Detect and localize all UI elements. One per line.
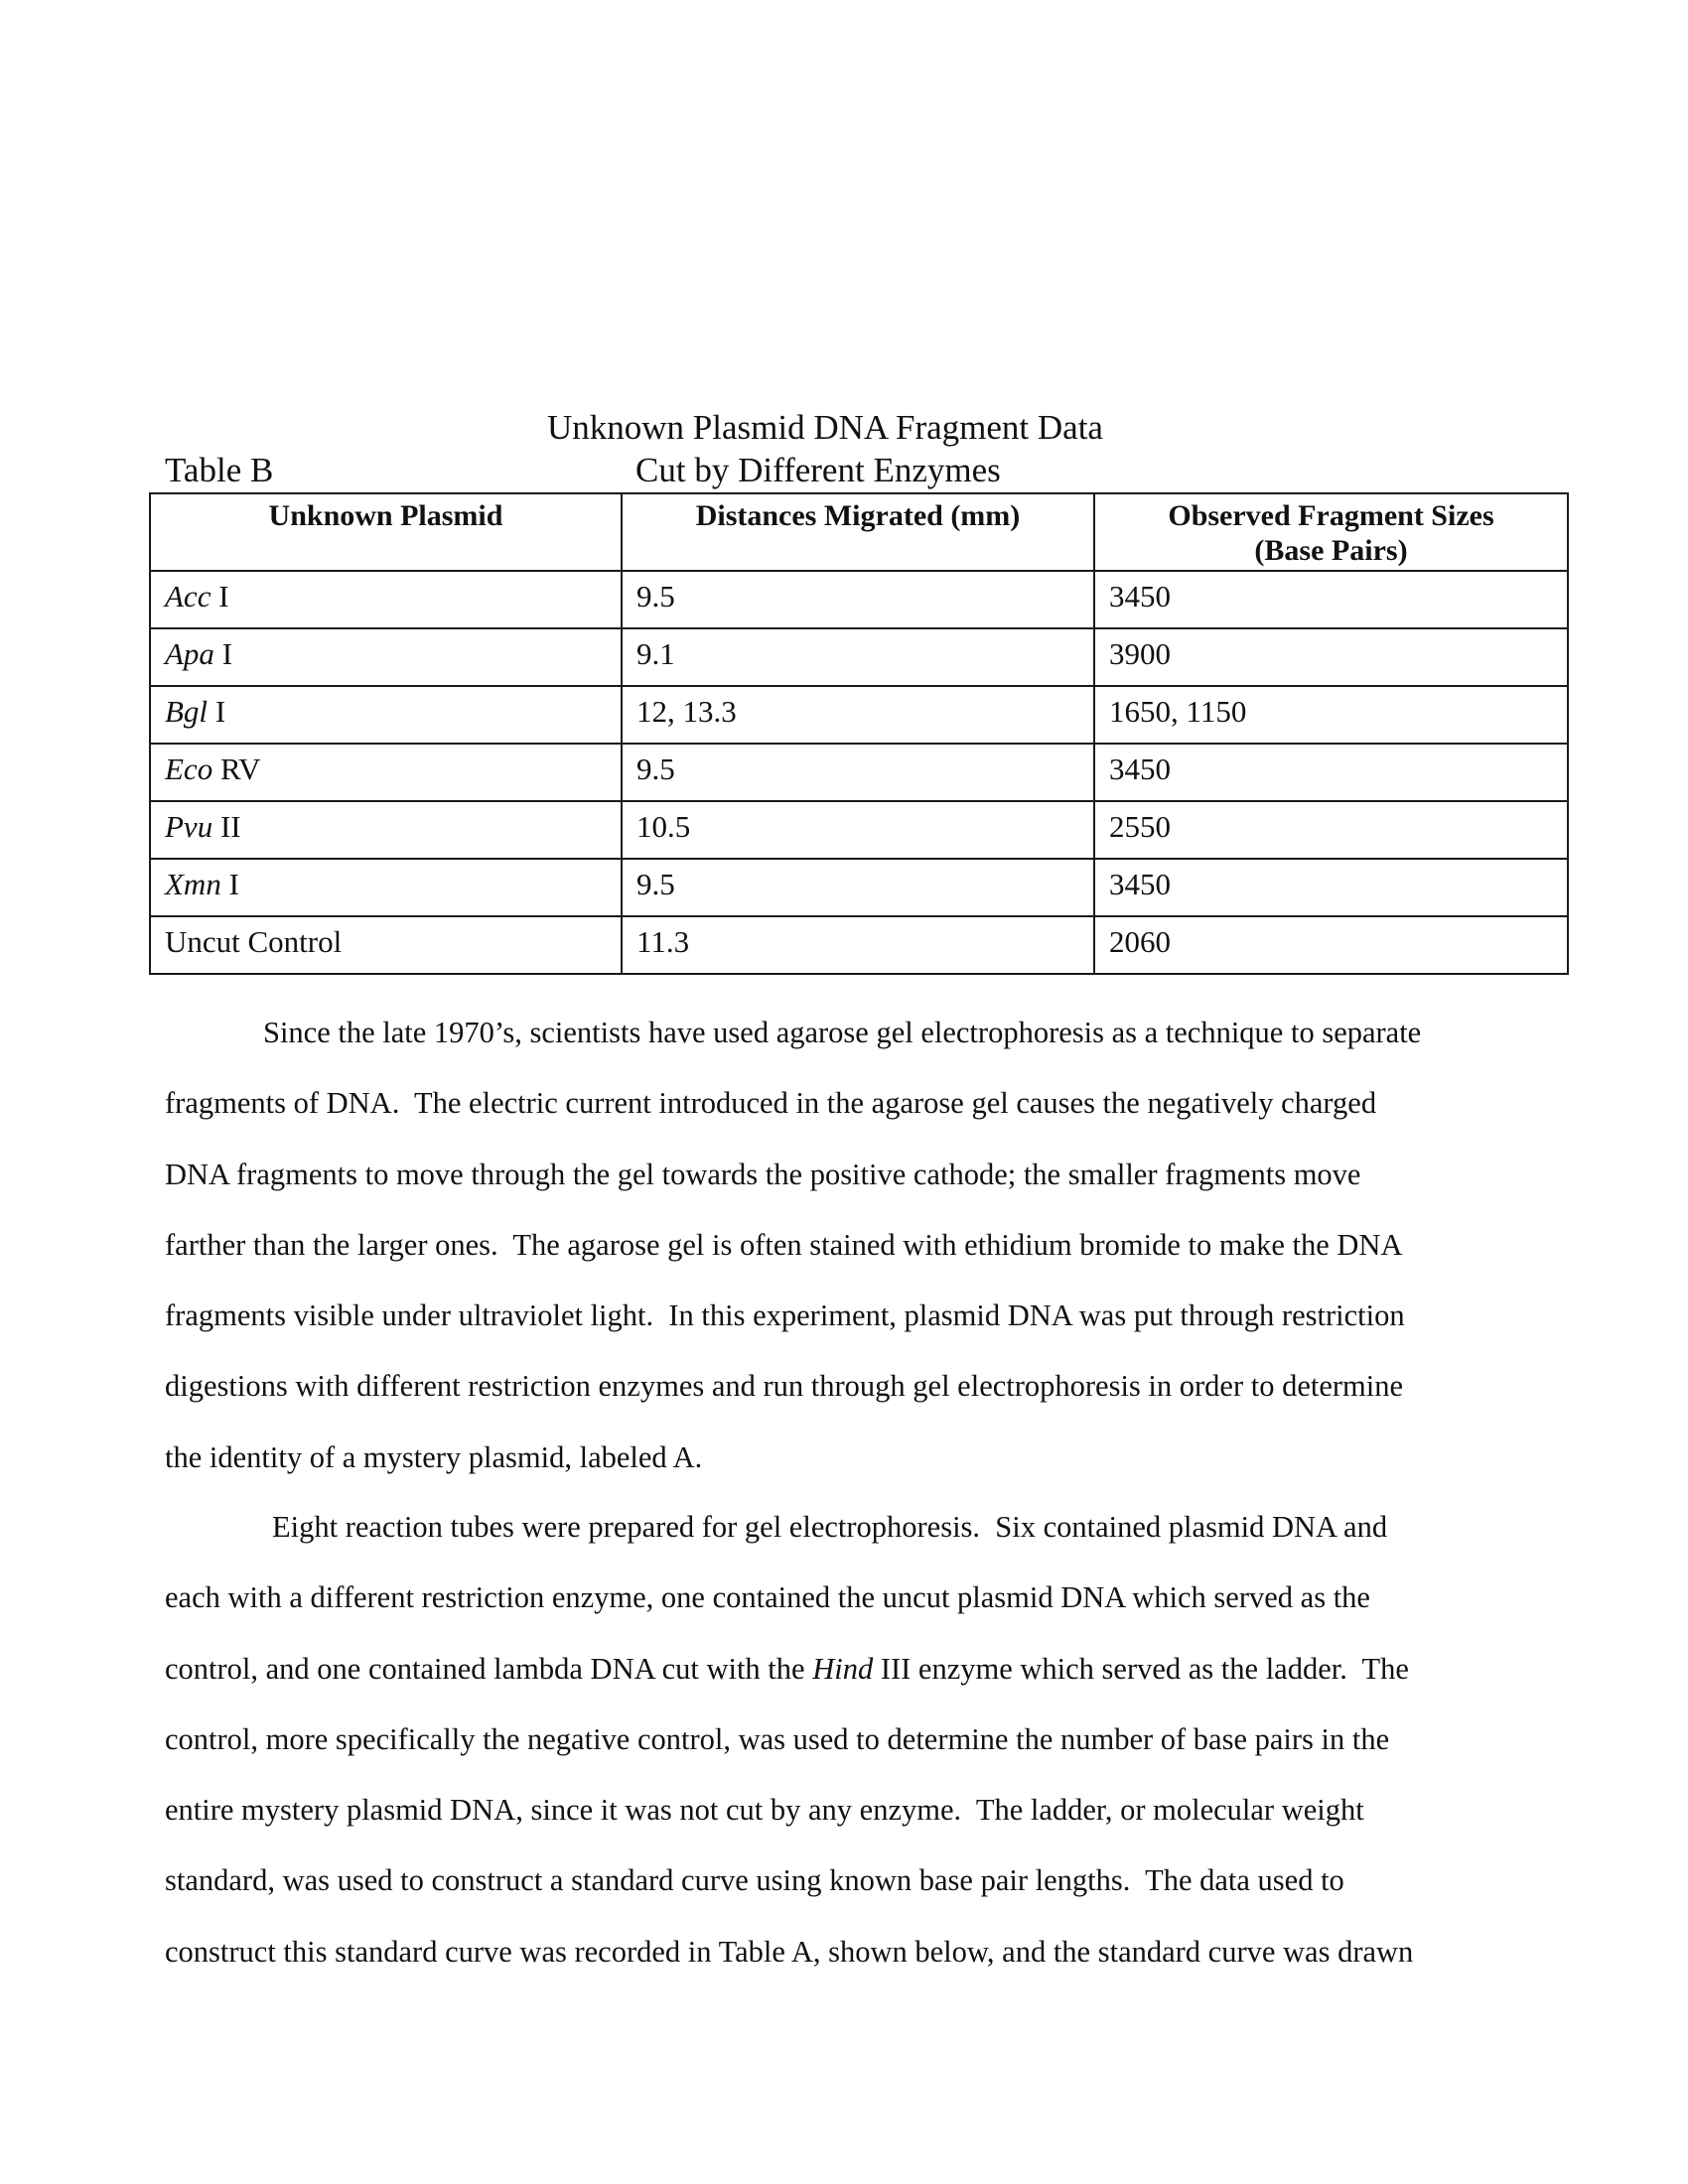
enzyme-name-italic: Acc	[165, 579, 211, 614]
enzyme-cell	[150, 859, 622, 916]
header-fragment-sizes	[1094, 493, 1568, 571]
size-cell: 2060	[1094, 916, 1568, 974]
enzyme-name-suffix: I	[220, 867, 239, 901]
distance-cell: 9.5	[622, 571, 1094, 628]
paragraph-line: control, more specifically the negative control, was used to determine the number of base pairs in the	[165, 1721, 1390, 1756]
size-cell: 2550	[1094, 801, 1568, 859]
enzyme-cell	[150, 801, 622, 859]
enzyme-name-suffix: I	[211, 579, 229, 614]
size-cell: 3450	[1094, 744, 1568, 801]
enzyme-cell	[150, 686, 622, 744]
table-row	[150, 859, 1568, 916]
paragraph-line: digestions with different restriction enzymes and run through gel electrophoresis in order to determine	[165, 1369, 1404, 1404]
size-cell: 3450	[1094, 859, 1568, 916]
enzyme-name-suffix: RV	[212, 751, 261, 786]
enzyme-name-italic: Eco	[165, 751, 213, 786]
enzyme-name-suffix: II	[212, 809, 241, 844]
paragraph-line: entire mystery plasmid DNA, since it was not cut by any enzyme. The ladder, or molecular weight	[165, 1793, 1364, 1828]
size-cell: 1650, 1150	[1094, 686, 1568, 744]
paragraph-line: the identity of a mystery plasmid, labeled A.	[165, 1439, 703, 1474]
paragraph-line: fragments visible under ultraviolet light. In this experiment, plasmid DNA was put through restriction	[165, 1298, 1405, 1333]
enzyme-name-suffix: I	[208, 694, 226, 729]
distance-cell: 9.5	[622, 744, 1094, 801]
enzyme-cell	[150, 628, 622, 686]
paragraph-line: fragments of DNA. The electric current introduced in the agarose gel causes the negatively charged	[165, 1086, 1377, 1121]
size-cell: 3450	[1094, 571, 1568, 628]
paragraph-line: each with a different restriction enzyme, one contained the uncut plasmid DNA which served as the	[165, 1580, 1370, 1615]
enzyme-cell	[150, 916, 622, 974]
paragraph-text-segment: III enzyme which served as the ladder. The	[873, 1651, 1409, 1686]
header-distances-migrated: Distances Migrated (mm)	[622, 493, 1094, 571]
enzyme-cell	[150, 744, 622, 801]
paragraph-text-segment: control, and one contained lambda DNA cut with the	[165, 1651, 813, 1686]
table-row	[150, 744, 1568, 801]
size-cell: 3900	[1094, 628, 1568, 686]
enzyme-name-italic: Apa	[165, 636, 214, 671]
enzyme-name-suffix: I	[213, 636, 233, 671]
header-unknown-plasmid: Unknown Plasmid	[150, 493, 622, 571]
paragraph-line: Eight reaction tubes were prepared for gel electrophoresis. Six contained plasmid DNA and	[272, 1510, 1388, 1544]
table-row	[150, 686, 1568, 744]
distance-cell: 10.5	[622, 801, 1094, 859]
paragraph-line: farther than the larger ones. The agarose gel is often stained with ethidium bromide to make the DNA	[165, 1227, 1403, 1262]
paragraph-introduction	[165, 998, 1535, 1493]
table-title-line-2: Cut by Different Enzymes	[635, 451, 1001, 489]
hind-enzyme-italic: Hind	[812, 1651, 874, 1686]
distance-cell: 12, 13.3	[622, 686, 1094, 744]
paragraph-line: construct this standard curve was recorded in Table A, shown below, and the standard curve was drawn	[165, 1934, 1414, 1969]
enzyme-cell	[150, 571, 622, 628]
table-row	[150, 916, 1568, 974]
table-row	[150, 801, 1568, 859]
table-row	[150, 628, 1568, 686]
enzyme-name-suffix: Uncut Control	[165, 924, 343, 959]
table-label: Table B	[165, 451, 274, 489]
distance-cell: 11.3	[622, 916, 1094, 974]
header-fragment-sizes-line-2: (Base Pairs)	[1254, 534, 1408, 567]
paragraph-line: DNA fragments to move through the gel towards the positive cathode; the smaller fragments move	[165, 1157, 1361, 1191]
paragraph-line: Since the late 1970’s, scientists have used agarose gel electrophoresis as a technique to separate	[263, 1016, 1422, 1049]
distance-cell: 9.5	[622, 859, 1094, 916]
fragment-data-table	[149, 492, 1569, 975]
enzyme-name-italic: Xmn	[165, 867, 221, 901]
enzyme-name-italic: Pvu	[165, 809, 213, 844]
table-title-line-1: Unknown Plasmid DNA Fragment Data	[547, 408, 1103, 447]
distance-cell: 9.1	[622, 628, 1094, 686]
header-fragment-sizes-line-1: Observed Fragment Sizes	[1168, 499, 1494, 532]
table-row	[150, 571, 1568, 628]
enzyme-name-italic: Bgl	[165, 694, 209, 729]
paragraph-line: standard, was used to construct a standard curve using known base pair lengths. The data used to	[165, 1863, 1344, 1898]
table-header-row	[150, 493, 1568, 571]
paragraph-methods	[165, 1492, 1535, 1987]
paragraph-line	[165, 1634, 1535, 1705]
